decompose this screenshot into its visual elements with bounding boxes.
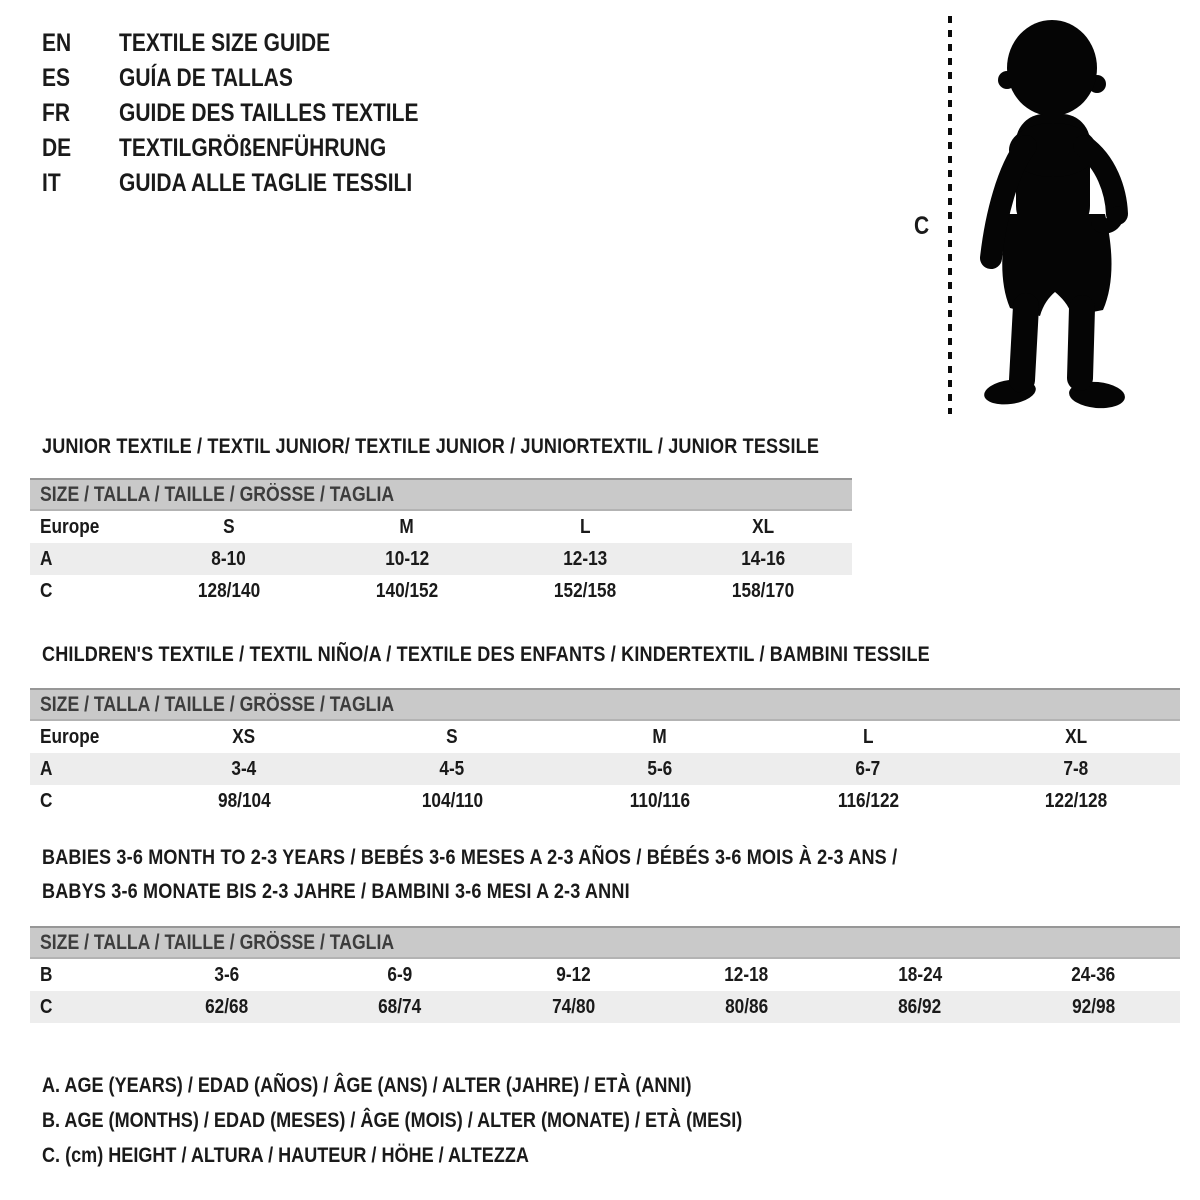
lang-code: ES (42, 64, 71, 92)
page-title: GUIDA ALLE TAGLIE TESSILI (119, 169, 413, 197)
table-cell: 92/98 (1071, 995, 1115, 1018)
table-cell: M (399, 515, 415, 538)
lang-code: IT (42, 169, 61, 197)
title-row-fr (42, 96, 476, 131)
table-cell: 12-13 (562, 547, 608, 570)
table-cell: 158/170 (731, 579, 795, 602)
table-cell: 122/128 (1044, 789, 1108, 812)
lang-code: FR (42, 99, 70, 127)
table-cell: L (579, 515, 591, 538)
babies-section-heading-line2: BABYS 3-6 MONATE BIS 2-3 JAHRE / BAMBINI 3-6 MESI A 2-3 ANNI (42, 879, 630, 903)
row-label: A (40, 757, 53, 780)
height-measure-line (948, 16, 952, 414)
table-cell: 116/122 (837, 789, 899, 812)
row-label: C (40, 579, 53, 602)
table-cell: 128/140 (197, 579, 261, 602)
title-row-en (42, 26, 476, 61)
children-section-heading: CHILDREN'S TEXTILE / TEXTIL NIÑO/A / TEXTILE DES ENFANTS / KINDERTEXTIL / BAMBINI TESSILE (42, 642, 930, 666)
table-cell: 86/92 (898, 995, 942, 1018)
table-row (30, 785, 1180, 817)
table-row (30, 991, 1180, 1023)
size-header-bar: SIZE / TALLA / TAILLE / GRÖSSE / TAGLIA (30, 478, 852, 511)
table-cell: 7-8 (1063, 757, 1089, 780)
toddler-silhouette-icon (966, 18, 1136, 418)
children-size-table (30, 688, 1180, 817)
title-row-it (42, 166, 476, 201)
legend-line-c: C. (cm) HEIGHT / ALTURA / HAUTEUR / HÖHE / ALTEZZA (42, 1143, 529, 1167)
table-row (30, 511, 852, 543)
lang-code: DE (42, 134, 72, 162)
table-row (30, 575, 852, 607)
table-cell: 6-7 (855, 757, 881, 780)
row-label: B (40, 963, 53, 986)
table-cell: 3-4 (231, 757, 257, 780)
legend-line-a: A. AGE (YEARS) / EDAD (AÑOS) / ÂGE (ANS) / ALTER (JAHRE) / ETÀ (ANNI) (42, 1073, 692, 1097)
measurement-legend (42, 1068, 876, 1173)
table-cell: XL (751, 515, 774, 538)
lang-code: EN (42, 29, 72, 57)
table-cell: 80/86 (725, 995, 769, 1018)
babies-section-heading-line1: BABIES 3-6 MONTH TO 2-3 YEARS / BEBÉS 3-6 MESES A 2-3 AÑOS / BÉBÉS 3-6 MOIS À 2-3 ANS / (42, 845, 898, 869)
page-title: TEXTILGRÖßENFÜHRUNG (119, 134, 387, 162)
table-cell: 6-9 (387, 963, 413, 986)
table-cell: 8-10 (211, 547, 247, 570)
table-cell: 10-12 (384, 547, 430, 570)
row-label: Europe (40, 515, 100, 538)
table-cell: 14-16 (740, 547, 786, 570)
table-cell: 110/116 (629, 789, 691, 812)
page-title: TEXTILE SIZE GUIDE (119, 29, 331, 57)
size-header-bar: SIZE / TALLA / TAILLE / GRÖSSE / TAGLIA (30, 688, 1180, 721)
size-header-bar: SIZE / TALLA / TAILLE / GRÖSSE / TAGLIA (30, 926, 1180, 959)
table-cell: 152/158 (553, 579, 617, 602)
table-cell: 74/80 (551, 995, 595, 1018)
junior-section-heading: JUNIOR TEXTILE / TEXTIL JUNIOR/ TEXTILE JUNIOR / JUNIORTEXTIL / JUNIOR TESSILE (42, 434, 820, 458)
title-row-de (42, 131, 476, 166)
table-cell: XL (1064, 725, 1087, 748)
table-cell: 4-5 (439, 757, 465, 780)
table-row (30, 721, 1180, 753)
table-row (30, 753, 1180, 785)
table-row (30, 543, 852, 575)
table-cell: 104/110 (421, 789, 483, 812)
babies-size-table (30, 926, 1180, 1023)
title-language-list (42, 26, 476, 201)
height-measure-label: C (914, 212, 930, 240)
table-cell: S (446, 725, 458, 748)
legend-line-b: B. AGE (MONTHS) / EDAD (MESES) / ÂGE (MOIS) / ALTER (MONATE) / ETÀ (MESI) (42, 1108, 743, 1132)
page-title: GUÍA DE TALLAS (119, 64, 293, 92)
table-cell: 98/104 (217, 789, 271, 812)
table-cell: 24-36 (1071, 963, 1116, 986)
table-cell: 12-18 (724, 963, 769, 986)
table-cell: XS (232, 725, 256, 748)
table-cell: 18-24 (897, 963, 943, 986)
table-cell: 68/74 (378, 995, 422, 1018)
junior-size-table (30, 478, 852, 607)
table-cell: 3-6 (214, 963, 240, 986)
table-cell: L (862, 725, 874, 748)
title-row-es (42, 61, 476, 96)
row-label: C (40, 789, 53, 812)
table-row (30, 959, 1180, 991)
table-cell: 62/68 (205, 995, 249, 1018)
row-label: Europe (40, 725, 100, 748)
row-label: C (40, 995, 53, 1018)
table-cell: M (652, 725, 668, 748)
table-cell: S (223, 515, 235, 538)
row-label: A (40, 547, 53, 570)
page-title: GUIDE DES TAILLES TEXTILE (119, 99, 419, 127)
table-cell: 5-6 (647, 757, 673, 780)
table-cell: 9-12 (556, 963, 591, 986)
table-cell: 140/152 (375, 579, 439, 602)
